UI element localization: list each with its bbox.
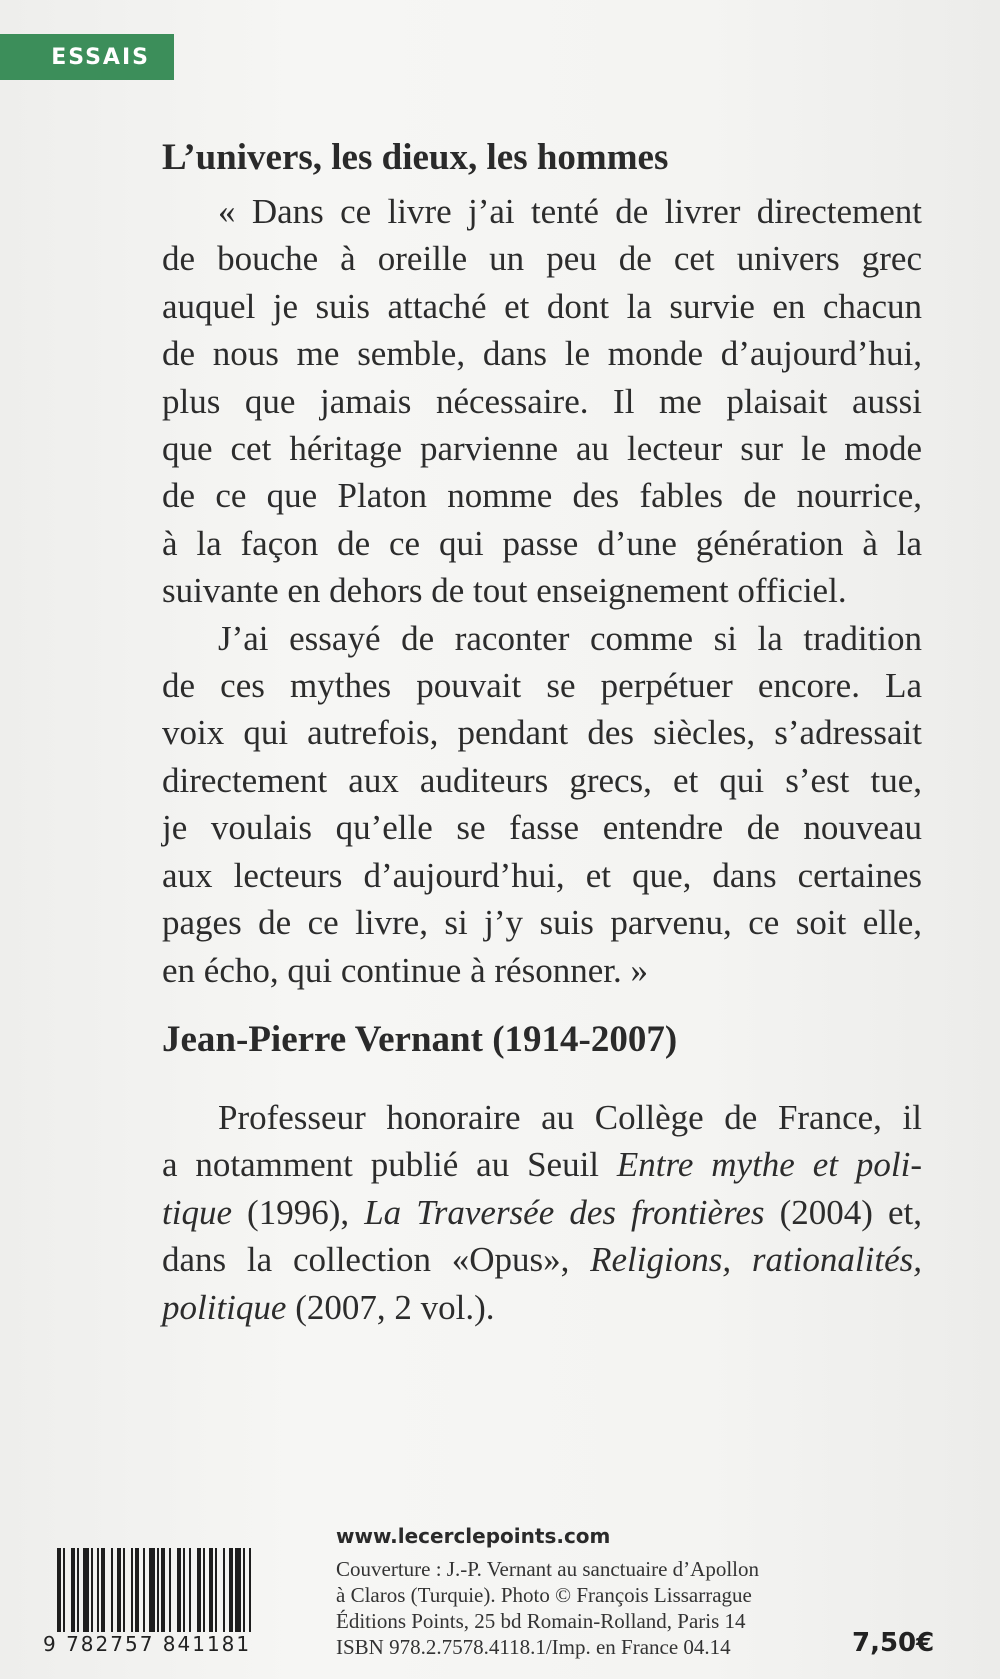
quote-block xyxy=(162,188,922,994)
quote-line: que cet héritage parvienne au lecteur sur le mode xyxy=(162,429,922,469)
bio-line xyxy=(162,1141,922,1188)
credit-line: Couverture : J.-P. Vernant au sanctuaire d’Apollon xyxy=(336,1557,760,1581)
quote-line: directement aux auditeurs grecs, et qui s’est tue, xyxy=(162,760,922,800)
section-title-book: L’univers, les dieux, les hommes xyxy=(162,137,669,178)
bio-book-title: tique xyxy=(162,1192,232,1232)
quote-line: J’ai essayé de raconter comme si la tradition xyxy=(218,618,922,658)
quote-line: de bouche à oreille un peu de cet univers grec xyxy=(162,239,922,279)
bio-line xyxy=(162,1236,922,1283)
credits-block xyxy=(336,1556,806,1660)
bio-text: a notamment publié au Seuil xyxy=(162,1145,617,1185)
section-title-author: Jean-Pierre Vernant (1914-2007) xyxy=(162,1019,678,1060)
quote-line: je voulais qu’elle se fasse entendre de nouveau xyxy=(162,808,922,848)
barcode-digits: 9 782757 841181 xyxy=(43,1632,252,1656)
quote-line: de nous me semble, dans le monde d’aujourd’hui, xyxy=(162,334,922,374)
bio-text: (1996), xyxy=(231,1192,365,1232)
author-bio xyxy=(162,1094,922,1331)
website-url: www.lecerclepoints.com xyxy=(336,1524,611,1548)
bio-line xyxy=(162,1094,922,1141)
collection-tag: ESSAIS xyxy=(0,34,174,80)
price: 7,50€ xyxy=(852,1628,935,1658)
bio-text: (2004) et, xyxy=(764,1192,922,1232)
barcode-icon xyxy=(43,1548,319,1632)
quote-line: voix qui autrefois, pendant des siècles, s’adressait xyxy=(162,713,922,753)
bio-text: Professeur honoraire au Collège de France, il xyxy=(218,1098,922,1137)
quote-line: aux lecteurs d’aujourd’hui, et que, dans certaines xyxy=(162,855,922,895)
bio-book-title: Religions, rationalités, xyxy=(590,1240,922,1280)
bio-book-title: La Traversée des frontières xyxy=(364,1192,765,1232)
credit-line: ISBN 978.2.7578.4118.1/Imp. en France 04.14 xyxy=(336,1635,731,1659)
quote-line: de ce que Platon nomme des fables de nourrice, xyxy=(162,476,922,516)
bio-text: (2007, 2 vol.). xyxy=(286,1287,495,1327)
quote-line: auquel je suis attaché et dont la survie en chacun xyxy=(162,286,922,326)
quote-line: « Dans ce livre j’ai tenté de livrer directement xyxy=(218,192,922,231)
bio-line xyxy=(162,1189,922,1236)
credit-line: à Claros (Turquie). Photo © François Lissarrague xyxy=(336,1583,752,1607)
quote-line: plus que jamais nécessaire. Il me plaisait aussi xyxy=(162,381,922,421)
bio-book-title: politique xyxy=(162,1287,287,1327)
bio-line xyxy=(162,1284,922,1331)
quote-line: suivante en dehors de tout enseignement officiel. xyxy=(162,571,847,611)
bio-book-title: Entre mythe et poli- xyxy=(616,1145,922,1185)
credit-line: Éditions Points, 25 bd Romain-Rolland, Paris 14 xyxy=(336,1609,746,1633)
quote-line: en écho, qui continue à résonner. » xyxy=(162,950,648,990)
quote-line: pages de ce livre, si j’y suis parvenu, ce soit elle, xyxy=(162,903,922,943)
quote-line: à la façon de ce qui passe d’une génération à la xyxy=(162,523,922,563)
quote-line: de ces mythes pouvait se perpétuer encore. La xyxy=(162,666,922,706)
bio-text: dans la collection «Opus», xyxy=(162,1240,591,1280)
